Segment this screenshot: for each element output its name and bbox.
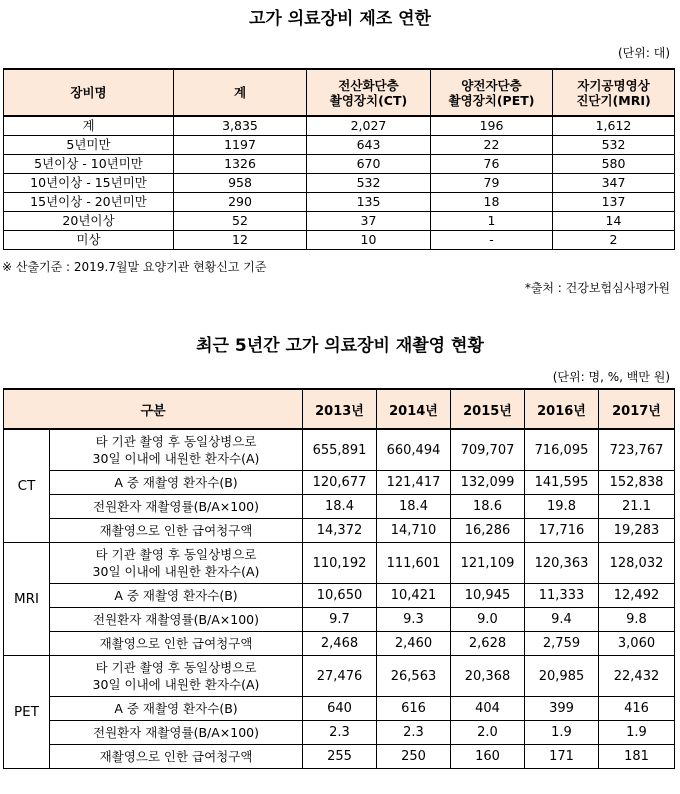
table-cell: 137 [553,193,675,212]
table-row [4,231,675,250]
table-cell: 399 [525,697,599,721]
rescan-status-table [3,388,675,769]
row-label: 계 [4,116,174,136]
table-cell: 958 [174,174,307,193]
table-cell: 640 [303,697,377,721]
header-ct: 전산화단층 촬영장치(CT) [307,69,431,116]
table-cell: 347 [553,174,675,193]
table-cell: 2,027 [307,116,431,136]
row-label: 전원환자 재촬영률(B/A×100) [50,608,303,632]
table-cell: 76 [431,155,553,174]
table-cell: 14,372 [303,519,377,543]
table-cell: 22 [431,136,553,155]
row-label: 5년이상 - 10년미만 [4,155,174,174]
table-cell: 19.8 [525,495,599,519]
row-label: 10년이상 - 15년미만 [4,174,174,193]
table-cell: 27,476 [303,656,377,697]
table-cell: 141,595 [525,471,599,495]
table-cell: 18.4 [303,495,377,519]
header-year: 2016년 [525,389,599,429]
table-cell: 3,060 [599,632,675,656]
table1-title: 고가 의료장비 제조 연한 [249,9,431,29]
table-cell: 3,835 [174,116,307,136]
table-cell: 532 [307,174,431,193]
table-cell: 670 [307,155,431,174]
table-cell: 1,612 [553,116,675,136]
header-year: 2014년 [377,389,451,429]
table-cell: 1.9 [525,721,599,745]
row-label: 타 기관 촬영 후 동일상병으로 30일 이내에 내원한 환자수(A) [50,429,303,471]
row-label: 타 기관 촬영 후 동일상병으로 30일 이내에 내원한 환자수(A) [50,656,303,697]
row-label: 15년이상 - 20년미만 [4,193,174,212]
table-cell: 160 [451,745,525,769]
table-cell: 14,710 [377,519,451,543]
equipment-age-table [3,68,675,250]
row-label: 전원환자 재촬영률(B/A×100) [50,495,303,519]
table-cell: 660,494 [377,429,451,471]
table-row [4,519,675,543]
table-cell: 21.1 [599,495,675,519]
table-cell: 643 [307,136,431,155]
header-year: 2017년 [599,389,675,429]
table-cell: 18.4 [377,495,451,519]
table-cell: 616 [377,697,451,721]
header-total: 계 [174,69,307,116]
table-cell: 52 [174,212,307,231]
table-cell: 2.3 [303,721,377,745]
header-pet: 양전자단층 촬영장치(PET) [431,69,553,116]
table-cell: 171 [525,745,599,769]
table-cell: 2,468 [303,632,377,656]
table1-source: *출처 : 건강보험심사평가원 [524,281,670,295]
table-cell: 2,460 [377,632,451,656]
row-label: 전원환자 재촬영률(B/A×100) [50,721,303,745]
table-cell: 120,677 [303,471,377,495]
table-cell: 723,767 [599,429,675,471]
table-cell: 9.4 [525,608,599,632]
table-cell: 709,707 [451,429,525,471]
table-cell: 2.3 [377,721,451,745]
row-label: 5년미만 [4,136,174,155]
table-row [4,136,675,155]
table-cell: 110,192 [303,543,377,584]
row-label: 재촬영으로 인한 급여청구액 [50,519,303,543]
table-cell: 18.6 [451,495,525,519]
table-cell: 17,716 [525,519,599,543]
row-label: 20년이상 [4,212,174,231]
row-label: A 중 재촬영 환자수(B) [50,471,303,495]
table-row [4,471,675,495]
table-row [4,543,675,584]
header-mri: 자기공명영상 진단기(MRI) [553,69,675,116]
table-cell: 12,492 [599,584,675,608]
table-row [4,212,675,231]
table-cell: 121,417 [377,471,451,495]
table-row [4,495,675,519]
table-cell: 10,421 [377,584,451,608]
table-cell: 79 [431,174,553,193]
group-label: MRI [4,543,50,656]
table-cell: 9.8 [599,608,675,632]
table-cell: 132,099 [451,471,525,495]
table-row [4,632,675,656]
table-cell: 9.3 [377,608,451,632]
table-cell: 10 [307,231,431,250]
table-row [4,174,675,193]
table-cell: 19,283 [599,519,675,543]
header-year: 2013년 [303,389,377,429]
table-cell: 580 [553,155,675,174]
table-row [4,193,675,212]
table-cell: 9.0 [451,608,525,632]
table-cell: 120,363 [525,543,599,584]
table1-unit: (단위: 대) [618,46,670,60]
table-row [4,584,675,608]
table-cell: 2,759 [525,632,599,656]
table-cell: 290 [174,193,307,212]
table-row [4,608,675,632]
table-cell: - [431,231,553,250]
table-cell: 655,891 [303,429,377,471]
table-cell: 416 [599,697,675,721]
table-row [4,745,675,769]
table-cell: 121,109 [451,543,525,584]
header-category: 구분 [4,389,303,429]
row-label: 재촬영으로 인한 급여청구액 [50,632,303,656]
row-label: 재촬영으로 인한 급여청구액 [50,745,303,769]
table-cell: 196 [431,116,553,136]
table-cell: 1326 [174,155,307,174]
group-label: PET [4,656,50,769]
table-cell: 152,838 [599,471,675,495]
table-cell: 10,650 [303,584,377,608]
table-cell: 128,032 [599,543,675,584]
table-row [4,429,675,471]
table-cell: 20,368 [451,656,525,697]
table-cell: 16,286 [451,519,525,543]
table-cell: 10,945 [451,584,525,608]
table2-title: 최근 5년간 고가 의료장비 재촬영 현황 [196,336,484,356]
header-year: 2015년 [451,389,525,429]
table2-header-row [4,389,675,429]
table1-header-row [4,69,675,116]
table-row [4,155,675,174]
table-cell: 250 [377,745,451,769]
table-row [4,721,675,745]
table-cell: 37 [307,212,431,231]
table-cell: 2,628 [451,632,525,656]
table-cell: 14 [553,212,675,231]
table-cell: 20,985 [525,656,599,697]
table-cell: 11,333 [525,584,599,608]
table-cell: 135 [307,193,431,212]
table-cell: 12 [174,231,307,250]
row-label: A 중 재촬영 환자수(B) [50,584,303,608]
group-label: CT [4,429,50,543]
table1-note: ※ 산출기준 : 2019.7월말 요양기관 현황신고 기준 [2,260,267,274]
table-row [4,116,675,136]
table-row [4,697,675,721]
row-label: 미상 [4,231,174,250]
table-cell: 2 [553,231,675,250]
table-cell: 1 [431,212,553,231]
table-cell: 9.7 [303,608,377,632]
table-cell: 181 [599,745,675,769]
table-cell: 2.0 [451,721,525,745]
table2-unit: (단위: 명, %, 백만 원) [552,370,670,384]
row-label: A 중 재촬영 환자수(B) [50,697,303,721]
table-cell: 716,095 [525,429,599,471]
table-cell: 18 [431,193,553,212]
table-cell: 26,563 [377,656,451,697]
table-cell: 1197 [174,136,307,155]
table-cell: 404 [451,697,525,721]
header-equipment: 장비명 [4,69,174,116]
table-cell: 111,601 [377,543,451,584]
table-cell: 22,432 [599,656,675,697]
table-cell: 532 [553,136,675,155]
row-label: 타 기관 촬영 후 동일상병으로 30일 이내에 내원한 환자수(A) [50,543,303,584]
table-cell: 1.9 [599,721,675,745]
table-cell: 255 [303,745,377,769]
table-row [4,656,675,697]
